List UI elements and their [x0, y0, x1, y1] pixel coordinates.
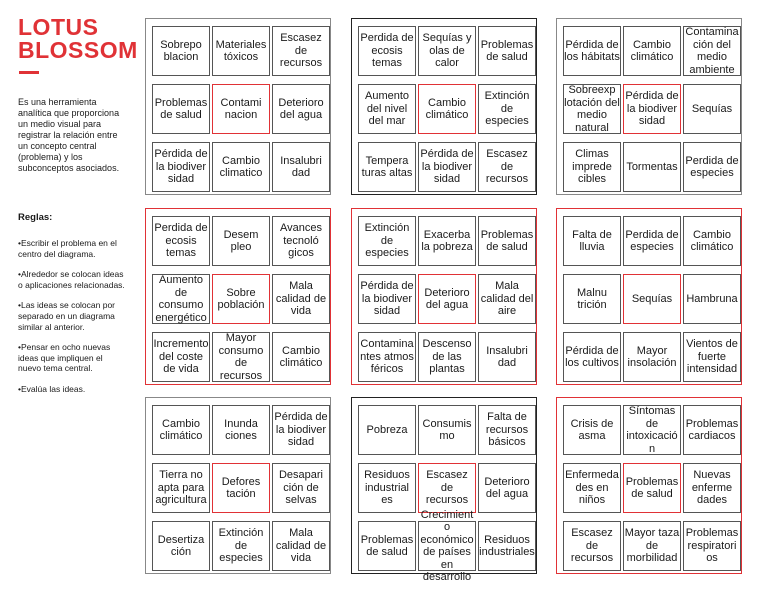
panel-cell: Falta de recursos básicos — [478, 405, 536, 455]
rule-item: •Evalúa las ideas. — [18, 383, 86, 394]
panel-cell: Cambio climático — [152, 405, 210, 455]
panel-cell: Perdida de especies — [623, 216, 681, 266]
panel-cell: Tempera turas altas — [358, 142, 416, 192]
panel-cell: Mala calidad del aire — [478, 274, 536, 324]
panel-cell: Tormentas — [623, 142, 681, 192]
panel-cell: Crecimiento económico de países en desarrollo — [418, 521, 476, 571]
panel-cell: Pérdida de la biodiver sidad — [152, 142, 210, 192]
panel-cell: Desapari ción de selvas — [272, 463, 330, 513]
panel-cell: Cambio climatico — [212, 142, 270, 192]
panel-cell: Mayor insolación — [623, 332, 681, 382]
panel-cell: Aumento del nivel del mar — [358, 84, 416, 134]
panel-cell: Escasez de recursos — [563, 521, 621, 571]
rules-heading: Reglas: — [18, 212, 53, 223]
panel-cell: Perdida de especies — [683, 142, 741, 192]
panel-cell: Pérdida de los hábitats — [563, 26, 621, 76]
rules-list — [18, 238, 126, 405]
panel-center-cell: Defores tación — [212, 463, 270, 513]
panel-center-cell: Deterioro del agua — [418, 274, 476, 324]
panel-cell: Insalubri dad — [478, 332, 536, 382]
panel-cell: Aumento de consumo energético — [152, 274, 210, 324]
panel-cell: Contamina ción del medio ambiente — [683, 26, 741, 76]
lotus-panel — [145, 397, 331, 574]
rule-item: •Alrededor se colocan ideas o aplicaciones relacionadas. — [18, 269, 125, 290]
panel-cell: Contamina ntes atmos féricos — [358, 332, 416, 382]
panel-cell: Inunda ciones — [212, 405, 270, 455]
panel-center-cell: Escasez de recursos — [418, 463, 476, 513]
rule-item: •Pensar en ocho nuevas ideas que impliquen el nuevo tema central. — [18, 342, 111, 374]
panel-cell: Incremento del coste de vida — [152, 332, 210, 382]
lotus-panel — [556, 18, 742, 195]
panel-cell: Cambio climático — [683, 216, 741, 266]
panel-cell: Deterioro del agua — [272, 84, 330, 134]
panel-cell: Problemas de salud — [152, 84, 210, 134]
panel-cell: Pérdida de la biodiver sidad — [272, 405, 330, 455]
panel-center-cell: Contami nacion — [212, 84, 270, 134]
panel-cell: Pérdida de la biodiver sidad — [358, 274, 416, 324]
lotus-panel — [556, 397, 742, 574]
panel-cell: Pérdida de los cultivos — [563, 332, 621, 382]
panel-cell: Desertiza ción — [152, 521, 210, 571]
panel-cell: Sobrepo blacion — [152, 26, 210, 76]
panel-cell: Residuos industrial es — [358, 463, 416, 513]
lotus-panel — [145, 208, 331, 385]
panel-cell: Exacerba la pobreza — [418, 216, 476, 266]
panel-cell: Mayor taza de morbilidad — [623, 521, 681, 571]
panel-cell: Enfermeda des en niños — [563, 463, 621, 513]
panel-cell: Tierra no apta para agricultura — [152, 463, 210, 513]
panel-cell: Malnu trición — [563, 274, 621, 324]
panel-cell: Vientos de fuerte intensidad — [683, 332, 741, 382]
panel-cell: Hambruna — [683, 274, 741, 324]
rule-item: •Escribir el problema en el centro del diagrama. — [18, 238, 117, 259]
panel-cell: Síntomas de intoxicación — [623, 405, 681, 455]
panel-cell: Descenso de las plantas — [418, 332, 476, 382]
panel-cell: Pobreza — [358, 405, 416, 455]
panel-cell: Sobreexp lotación del medio natural — [564, 84, 620, 134]
panel-cell: Crisis de asma — [563, 405, 621, 455]
panel-center-cell: Pérdida de la biodiver sidad — [623, 84, 681, 134]
panel-cell: Desem pleo — [212, 216, 270, 266]
panel-cell: Problemas cardiacos — [683, 405, 741, 455]
lotus-panel — [351, 18, 537, 195]
panel-cell: Materiales tóxicos — [212, 26, 270, 76]
panel-cell: Sequías y olas de calor — [418, 26, 476, 76]
panel-cell: Mala calidad de vida — [272, 274, 330, 324]
panel-cell: Deterioro del agua — [478, 463, 536, 513]
panel-cell: Mala calidad de vida — [272, 521, 330, 571]
panel-cell: Extinción de especies — [358, 216, 416, 266]
panel-cell: Extinción de especies — [478, 84, 536, 134]
panel-cell: Escasez de recursos — [478, 142, 536, 192]
panel-cell: Nuevas enferme dades — [683, 463, 741, 513]
panel-cell: Climas imprede cibles — [563, 142, 621, 192]
panel-cell: Escasez de recursos — [272, 26, 330, 76]
panel-cell: Perdida de ecosis temas — [358, 26, 416, 76]
panel-center-cell: Cambio climático — [418, 84, 476, 134]
panel-cell: Cambio climático — [623, 26, 681, 76]
panel-cell: Pérdida de la biodiver sidad — [418, 142, 476, 192]
panel-cell: Problemas de salud — [478, 26, 536, 76]
panel-center-cell: Sobre población — [212, 274, 270, 324]
panel-cell: Avances tecnoló gicos — [272, 216, 330, 266]
panel-cell: Problemas de salud — [478, 216, 536, 266]
panel-center-cell: Sequías — [623, 274, 681, 324]
lotus-panel — [351, 397, 537, 583]
description-text: Es una herramienta analítica que proporciona un medio visual para registrar la relación entre un concepto central (problema) y los subconceptos asociados. — [18, 97, 120, 173]
title-underline — [19, 71, 39, 74]
panel-cell: Consumis mo — [418, 405, 476, 455]
panel-cell: Residuos industriales — [478, 521, 536, 571]
panel-cell: Cambio climático — [272, 332, 330, 382]
rule-item: •Las ideas se colocan por separado en un diagrama similar al anterior. — [18, 300, 116, 332]
lotus-panel — [145, 18, 331, 195]
panel-cell: Problemas respiratori os — [683, 521, 741, 571]
lotus-panel — [556, 208, 742, 385]
panel-cell: Sequías — [683, 84, 741, 134]
panel-cell: Mayor consumo de recursos — [212, 332, 270, 382]
panel-cell: Falta de lluvia — [563, 216, 621, 266]
panel-cell: Extinción de especies — [212, 521, 270, 571]
panel-cell: Problemas de salud — [358, 521, 416, 571]
panel-center-cell: Problemas de salud — [623, 463, 681, 513]
lotus-panel — [351, 208, 537, 385]
panel-cell: Insalubri dad — [272, 142, 330, 192]
panel-cell: Perdida de ecosis temas — [152, 216, 210, 266]
page-title: LOTUS BLOSSOM — [18, 14, 138, 63]
